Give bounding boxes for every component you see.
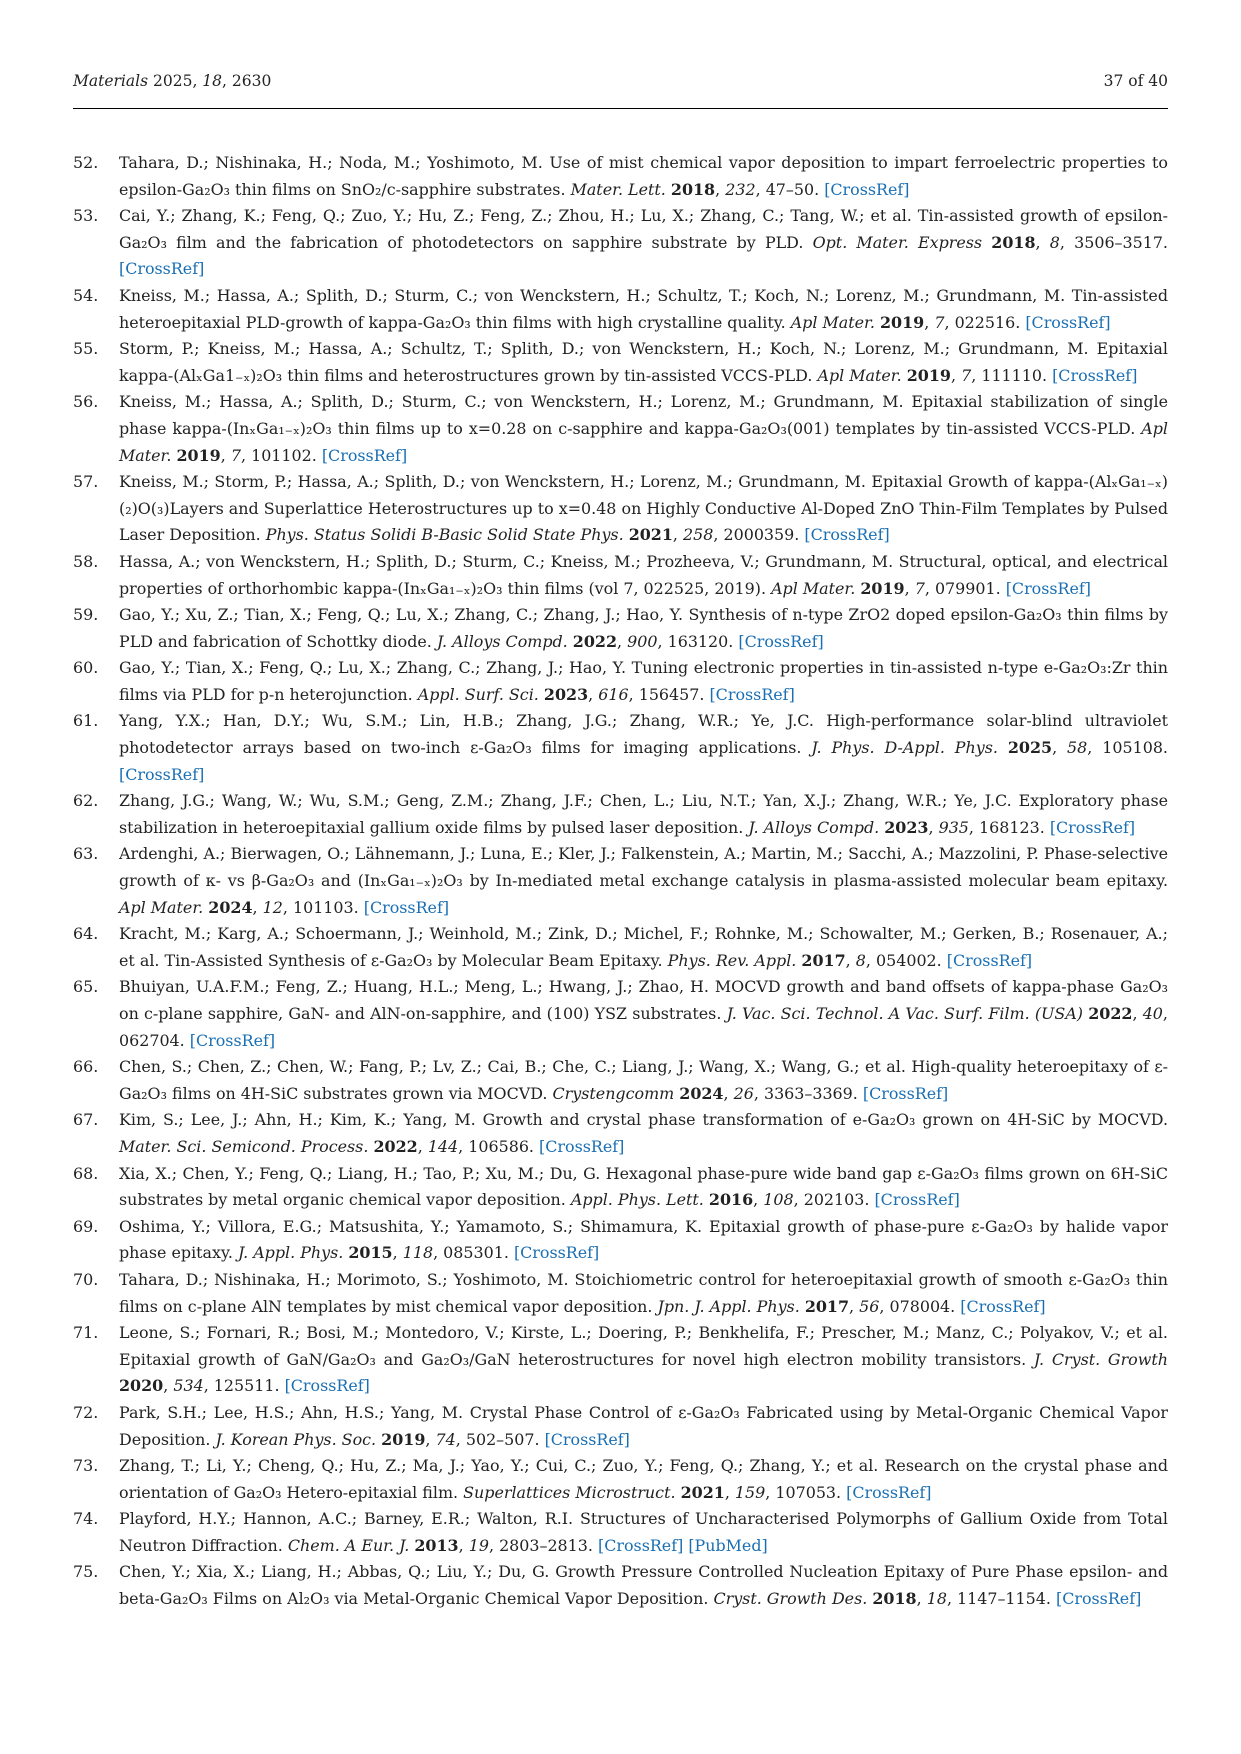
- reference-number: 69.: [73, 1216, 99, 1236]
- reference-body: Kneiss, M.; Hassa, A.; Splith, D.; Sturm, C.; von Wenckstern, H.; Schultz, T.; Koch, N.; Lorenz, M.; Grundmann, M. Tin-assisted heteroepitaxial PLD-growth of kappa-Ga₂O₃ thin films with high crystalline quality. Apl Mater. 2019, 7, 022516. [CrossRef]: [119, 285, 1168, 332]
- reference-item: [73, 1267, 1168, 1320]
- crossref-link[interactable]: [CrossRef]: [513, 1243, 600, 1263]
- reference-number: 72.: [73, 1402, 99, 1422]
- reference-number: 59.: [73, 605, 99, 625]
- reference-journal: Appl. Surf. Sci.: [417, 684, 539, 704]
- reference-pages: 101103.: [292, 897, 359, 917]
- reference-number: 67.: [73, 1110, 99, 1130]
- reference-year: 2018: [670, 179, 716, 199]
- reference-journal: J. Vac. Sci. Technol. A Vac. Surf. Film. (USA): [726, 1004, 1083, 1023]
- reference-pages: 1147–1154.: [957, 1589, 1051, 1609]
- reference-text: Oshima, Y.; Villora, E.G.; Matsushita, Y.; Yamamoto, S.; Shimamura, K. Epitaxial growth of phase-pure ε-Ga₂O₃ by halide vapor phase epitaxy.: [119, 1216, 1168, 1263]
- reference-journal: Phys. Status Solidi B-Basic Solid State Phys.: [265, 525, 624, 545]
- reference-body: Tahara, D.; Nishinaka, H.; Morimoto, S.; Yoshimoto, M. Stoichiometric control for heteroepitaxial growth of smooth ε-Ga₂O₃ thin films on c-plane AlN templates by mist chemical vapor deposition. Jpn. J. Appl. Phys. 2017, 56, 078004. [CrossRef]: [119, 1269, 1168, 1316]
- reference-list: [73, 150, 1168, 1613]
- reference-journal: Apl Mater.: [790, 312, 875, 332]
- reference-item: [73, 1054, 1168, 1107]
- reference-volume: 232: [725, 179, 756, 199]
- reference-year: 2021: [628, 525, 673, 545]
- reference-journal: Superlattices Microstruct.: [463, 1482, 676, 1502]
- reference-item: [73, 602, 1168, 655]
- reference-item: [73, 1107, 1168, 1160]
- reference-item: [73, 1400, 1168, 1453]
- reference-volume: 74: [435, 1429, 456, 1449]
- reference-number: 58.: [73, 551, 99, 571]
- reference-journal: Chem. A Eur. J.: [287, 1535, 410, 1555]
- running-header: [73, 72, 1168, 109]
- journal-citation: Materials 2025, 18, 2630: [73, 72, 272, 90]
- reference-pages: 502–507.: [465, 1429, 540, 1449]
- reference-body: Ardenghi, A.; Bierwagen, O.; Lähnemann, J.; Luna, E.; Kler, J.; Falkenstein, A.; Martin, M.; Sacchi, A.; Mazzolini, P. Phase-selective growth of κ- vs β-Ga₂O₃ and (InₓGa₁₋ₓ)₂O₃ by In-mediated metal exchange catalysis in plasma-assisted molecular beam epitaxy. Apl Mater. 2024, 12, 101103. [CrossRef]: [119, 844, 1168, 917]
- reference-volume: 26: [733, 1083, 754, 1103]
- reference-item: [73, 788, 1168, 841]
- reference-number: 64.: [73, 924, 99, 944]
- reference-item: [73, 655, 1168, 708]
- page-number: 37 of 40: [1103, 72, 1168, 90]
- reference-number: 56.: [73, 392, 99, 412]
- crossref-link[interactable]: [CrossRef]: [1056, 1589, 1142, 1609]
- reference-item: [73, 708, 1168, 788]
- reference-journal: Apl Mater.: [119, 897, 204, 917]
- reference-item: [73, 150, 1168, 203]
- reference-text: Kim, S.; Lee, J.; Ahn, H.; Kim, K.; Yang, M. Growth and crystal phase transformation of e-Ga₂O₃ grown on 4H-SiC by MOCVD.: [119, 1110, 1168, 1130]
- reference-item: [73, 283, 1168, 336]
- reference-volume: 534: [173, 1376, 204, 1396]
- reference-item: [73, 389, 1168, 469]
- reference-volume: 12: [262, 897, 283, 917]
- crossref-link[interactable]: [CrossRef]: [363, 897, 450, 917]
- reference-pages: 107053.: [775, 1482, 842, 1502]
- reference-body: Kim, S.; Lee, J.; Ahn, H.; Kim, K.; Yang, M. Growth and crystal phase transformation of e-Ga₂O₃ grown on 4H-SiC by MOCVD. Mater. Sci. Semicond. Process. 2022, 144, 106586. [CrossRef]: [119, 1110, 1168, 1156]
- reference-number: 52.: [73, 153, 99, 172]
- reference-number: 70.: [73, 1269, 99, 1289]
- pubmed-link[interactable]: [PubMed]: [688, 1535, 768, 1555]
- reference-year: 2022: [1088, 1004, 1133, 1023]
- reference-volume: 108: [763, 1190, 794, 1210]
- reference-item: [73, 1506, 1168, 1559]
- crossref-link[interactable]: [CrossRef]: [1005, 578, 1091, 598]
- reference-item: [73, 974, 1168, 1054]
- reference-pages: 163120.: [667, 631, 734, 651]
- reference-number: 66.: [73, 1057, 99, 1077]
- reference-pages: 105108.: [1102, 738, 1168, 758]
- reference-year: 2019: [176, 445, 221, 465]
- reference-body: Kneiss, M.; Storm, P.; Hassa, A.; Splith, D.; von Wenckstern, H.; Lorenz, M.; Grundmann, M. Epitaxial Growth of kappa-(AlₓGa₁₋ₓ)(₂)O(₃)Layers and Superlattice Heterostructures up to x=0.48 on Highly Conductive Al-Doped ZnO Thin-Film Templates by Pulsed Laser Deposition. Phys. Status Solidi B-Basic Solid State Phys. 2021, 258, 2000359. [CrossRef]: [119, 472, 1168, 545]
- reference-volume: 40: [1142, 1004, 1163, 1023]
- reference-pages: 054002.: [876, 950, 942, 970]
- reference-year: 2013: [414, 1535, 459, 1555]
- crossref-link[interactable]: [CrossRef]: [119, 764, 205, 784]
- reference-item: [73, 203, 1168, 283]
- reference-volume: 19: [468, 1535, 489, 1555]
- reference-journal: Apl Mater.: [771, 578, 856, 598]
- reference-volume: 900: [627, 631, 658, 651]
- reference-journal: Crystengcomm: [552, 1083, 675, 1103]
- reference-pages: 47–50.: [765, 179, 820, 199]
- reference-pages: 2000359.: [723, 525, 800, 545]
- reference-volume: 7: [934, 312, 945, 332]
- crossref-link[interactable]: [CrossRef]: [709, 684, 795, 704]
- reference-number: 75.: [73, 1562, 99, 1582]
- reference-body: Gao, Y.; Xu, Z.; Tian, X.; Feng, Q.; Lu, X.; Zhang, C.; Zhang, J.; Hao, Y. Synthesis of n-type ZrO2 doped epsilon-Ga₂O₃ thin films by PLD and fabrication of Schottky diode. J. Alloys Compd. 2022, 900, 163120. [CrossRef]: [119, 605, 1168, 651]
- reference-body: Park, S.H.; Lee, H.S.; Ahn, H.S.; Yang, M. Crystal Phase Control of ε-Ga₂O₃ Fabricated using by Metal-Organic Chemical Vapor Deposition. J. Korean Phys. Soc. 2019, 74, 502–507. [CrossRef]: [119, 1402, 1168, 1449]
- reference-year: 2017: [801, 950, 846, 970]
- reference-year: 2022: [373, 1136, 418, 1156]
- article-number: 2630: [231, 72, 272, 90]
- reference-pages: 101102.: [251, 445, 317, 465]
- reference-body: Xia, X.; Chen, Y.; Feng, Q.; Liang, H.; Tao, P.; Xu, M.; Du, G. Hexagonal phase-pure wide band gap ε-Ga₂O₃ films grown on 6H-SiC substrates by metal organic chemical vapor deposition. Appl. Phys. Lett. 2016, 108, 202103. [CrossRef]: [119, 1163, 1168, 1210]
- reference-year: 2023: [884, 817, 929, 837]
- reference-number: 62.: [73, 791, 99, 811]
- reference-journal: Appl. Phys. Lett.: [570, 1190, 704, 1210]
- reference-pages: 156457.: [638, 684, 705, 704]
- crossref-link[interactable]: [CrossRef]: [804, 525, 890, 545]
- reference-number: 74.: [73, 1509, 99, 1529]
- reference-text: Zhang, T.; Li, Y.; Cheng, Q.; Hu, Z.; Ma, J.; Yao, Y.; Cui, C.; Zuo, Y.; Feng, Q.; Zhang, Y.; et al. Research on the crystal phase and orientation of Ga₂O₃ Hetero-epitaxial film.: [119, 1456, 1168, 1502]
- reference-body: Bhuiyan, U.A.F.M.; Feng, Z.; Huang, H.L.; Meng, L.; Hwang, J.; Zhao, H. MOCVD growth and band offsets of kappa-phase Ga₂O₃ on c-plane sapphire, GaN- and AlN-on-sapphire, and (100) YSZ substrates. J. Vac. Sci. Technol. A Vac. Surf. Film. (USA) 2022, 40, 062704. [CrossRef]: [119, 977, 1168, 1050]
- reference-year: 2018: [991, 232, 1036, 252]
- crossref-link[interactable]: [CrossRef]: [846, 1482, 932, 1502]
- reference-body: Oshima, Y.; Villora, E.G.; Matsushita, Y.; Yamamoto, S.; Shimamura, K. Epitaxial growth of phase-pure ε-Ga₂O₃ by halide vapor phase epitaxy. J. Appl. Phys. 2015, 118, 085301. [CrossRef]: [119, 1216, 1168, 1263]
- reference-year: 2024: [208, 897, 253, 917]
- reference-item: [73, 1320, 1168, 1400]
- reference-year: 2019: [381, 1429, 426, 1449]
- reference-year: 2021: [680, 1482, 725, 1502]
- reference-volume: 616: [598, 684, 629, 704]
- reference-text: Leone, S.; Fornari, R.; Bosi, M.; Montedoro, V.; Kirste, L.; Doering, P.; Benkhelifa, F.; Prescher, M.; Manz, C.; Polyakov, V.; et al. Epitaxial growth of GaN/Ga₂O₃ and Ga₂O₃/GaN heterostructures for novel high electron mobility transistors.: [119, 1323, 1168, 1369]
- reference-number: 55.: [73, 339, 99, 359]
- reference-journal: Apl Mater.: [817, 365, 902, 385]
- reference-item: [73, 1453, 1168, 1506]
- reference-number: 71.: [73, 1323, 99, 1343]
- reference-volume: 58: [1067, 738, 1088, 758]
- reference-text: Xia, X.; Chen, Y.; Feng, Q.; Liang, H.; Tao, P.; Xu, M.; Du, G. Hexagonal phase-pure wide band gap ε-Ga₂O₃ films grown on 6H-SiC substrates by metal organic chemical vapor deposition.: [119, 1163, 1168, 1210]
- reference-year: 2016: [708, 1190, 754, 1210]
- reference-text: Storm, P.; Kneiss, M.; Hassa, A.; Schultz, T.; Splith, D.; von Wenckstern, H.; Koch, N.; Lorenz, M.; Grundmann, M. Epitaxial kappa-(AlₓGa1₋ₓ)₂O₃ thin films and heterostructures grown by tin-assisted VCCS-PLD.: [119, 339, 1168, 385]
- reference-journal: J. Alloys Compd.: [436, 631, 568, 651]
- reference-journal: J. Appl. Phys.: [237, 1243, 344, 1263]
- reference-item: [73, 1559, 1168, 1612]
- reference-text: Kneiss, M.; Hassa, A.; Splith, D.; Sturm, C.; von Wenckstern, H.; Lorenz, M.; Grundmann, M. Epitaxial stabilization of single phase kappa-(InₓGa₁₋ₓ)₂O₃ thin films up to x=0.28 on c-sapphire and kappa-Ga₂O₃(001) templates by tin-assisted VCCS-PLD.: [119, 392, 1168, 438]
- reference-volume: 56: [859, 1296, 880, 1316]
- crossref-link[interactable]: [CrossRef]: [1049, 817, 1136, 837]
- reference-number: 57.: [73, 472, 99, 492]
- reference-pages: 168123.: [979, 817, 1045, 837]
- reference-pages: 125511.: [213, 1376, 280, 1396]
- reference-pages: 022516.: [954, 312, 1021, 332]
- reference-journal: Apl Mater.: [119, 418, 1168, 465]
- crossref-link[interactable]: [CrossRef]: [738, 631, 824, 651]
- reference-number: 68.: [73, 1163, 99, 1183]
- journal-volume: 18: [202, 72, 223, 90]
- reference-item: [73, 921, 1168, 974]
- reference-year: 2019: [879, 312, 925, 332]
- crossref-link[interactable]: [CrossRef]: [946, 950, 1033, 970]
- reference-text: Chen, S.; Chen, Z.; Chen, W.; Fang, P.; Lv, Z.; Cai, B.; Che, C.; Liang, J.; Wang, X.; Wang, G.; et al. High-quality heteroepitaxy of ε-Ga₂O₃ films on 4H-SiC substrates grown via MOCVD.: [119, 1057, 1168, 1103]
- reference-text: Chen, Y.; Xia, X.; Liang, H.; Abbas, Q.; Liu, Y.; Du, G. Growth Pressure Controlled Nucleation Epitaxy of Pure Phase epsilon- and beta-Ga₂O₃ Films on Al₂O₃ via Metal-Organic Chemical Vapor Deposition.: [119, 1562, 1168, 1609]
- reference-text: Hassa, A.; von Wenckstern, H.; Splith, D.; Sturm, C.; Kneiss, M.; Prozheeva, V.; Grundmann, M. Structural, optical, and electrical properties of orthorhombic kappa-(InₓGa₁₋ₓ)₂O₃ thin films (vol 7, 022525, 2019).: [119, 551, 1168, 598]
- reference-text: Park, S.H.; Lee, H.S.; Ahn, H.S.; Yang, M. Crystal Phase Control of ε-Ga₂O₃ Fabricated using by Metal-Organic Chemical Vapor Deposition.: [119, 1402, 1168, 1449]
- reference-volume: 7: [961, 365, 972, 385]
- reference-volume: 258: [683, 525, 714, 545]
- reference-year: 2023: [543, 684, 589, 704]
- reference-number: 53.: [73, 206, 99, 226]
- reference-body: Playford, H.Y.; Hannon, A.C.; Barney, E.R.; Walton, R.I. Structures of Uncharacterised Polymorphs of Gallium Oxide from Total Neutron Diffraction. Chem. A Eur. J. 2013, 19, 2803–2813. [CrossRef] [PubMed]: [119, 1509, 1168, 1555]
- reference-text: Yang, Y.X.; Han, D.Y.; Wu, S.M.; Lin, H.B.; Zhang, J.G.; Zhang, W.R.; Ye, J.C. High-performance solar-blind ultraviolet photodetector arrays based on two-inch ε-Ga₂O₃ films for imaging applications.: [119, 711, 1168, 758]
- reference-body: Tahara, D.; Nishinaka, H.; Noda, M.; Yoshimoto, M. Use of mist chemical vapor deposition to impart ferroelectric properties to epsilon-Ga₂O₃ thin films on SnO₂/c-sapphire substrates. Mater. Lett. 2018, 232, 47–50. [CrossRef]: [119, 153, 1168, 199]
- reference-pages: 078004.: [889, 1296, 956, 1316]
- reference-text: Playford, H.Y.; Hannon, A.C.; Barney, E.R.; Walton, R.I. Structures of Uncharacterised Polymorphs of Gallium Oxide from Total Neutron Diffraction.: [119, 1509, 1168, 1555]
- reference-body: Gao, Y.; Tian, X.; Feng, Q.; Lu, X.; Zhang, C.; Zhang, J.; Hao, Y. Tuning electronic properties in tin-assisted n-type e-Ga₂O₃:Zr thin films via PLD for p-n heterojunction. Appl. Surf. Sci. 2023, 616, 156457. [CrossRef]: [119, 658, 1168, 704]
- reference-journal: J. Phys. D-Appl. Phys.: [811, 738, 998, 758]
- crossref-link[interactable]: [CrossRef]: [119, 259, 205, 279]
- reference-pages: 2803–2813.: [499, 1535, 593, 1555]
- reference-pages: 106586.: [468, 1136, 534, 1156]
- crossref-link[interactable]: [CrossRef]: [1025, 312, 1111, 332]
- reference-item: [73, 1161, 1168, 1214]
- reference-year: 2018: [872, 1589, 917, 1609]
- reference-year: 2025: [1007, 738, 1053, 758]
- reference-body: Zhang, J.G.; Wang, W.; Wu, S.M.; Geng, Z.M.; Zhang, J.F.; Chen, L.; Liu, N.T.; Yan, X.J.; Zhang, W.R.; Ye, J.C. Exploratory phase stabilization in heteroepitaxial gallium oxide films by pulsed laser deposition. J. Alloys Compd. 2023, 935, 168123. [CrossRef]: [119, 791, 1168, 837]
- crossref-link[interactable]: [CrossRef]: [539, 1136, 625, 1156]
- reference-item: [73, 841, 1168, 921]
- reference-journal: Opt. Mater. Express: [812, 232, 983, 252]
- reference-text: Tahara, D.; Nishinaka, H.; Morimoto, S.; Yoshimoto, M. Stoichiometric control for heteroepitaxial growth of smooth ε-Ga₂O₃ thin films on c-plane AlN templates by mist chemical vapor deposition.: [119, 1269, 1168, 1316]
- reference-volume: 159: [734, 1482, 766, 1502]
- reference-body: Kneiss, M.; Hassa, A.; Splith, D.; Sturm, C.; von Wenckstern, H.; Lorenz, M.; Grundmann, M. Epitaxial stabilization of single phase kappa-(InₓGa₁₋ₓ)₂O₃ thin films up to x=0.28 on c-sapphire and kappa-Ga₂O₃(001) templates by tin-assisted VCCS-PLD. Apl Mater. 2019, 7, 101102. [CrossRef]: [119, 392, 1168, 465]
- reference-volume: 7: [914, 578, 925, 598]
- reference-item: [73, 336, 1168, 389]
- reference-volume: 18: [926, 1589, 947, 1609]
- reference-body: Cai, Y.; Zhang, K.; Feng, Q.; Zuo, Y.; Hu, Z.; Feng, Z.; Zhou, H.; Lu, X.; Zhang, C.; Tang, W.; et al. Tin-assisted growth of epsilon-Ga₂O₃ film and the fabrication of photodetectors on sapphire substrate by PLD. Opt. Mater. Express 2018, 8, 3506–3517. [CrossRef]: [119, 206, 1168, 279]
- reference-item: [73, 549, 1168, 602]
- reference-number: 54.: [73, 285, 99, 305]
- reference-pages: 202103.: [803, 1190, 870, 1210]
- crossref-link[interactable]: [CrossRef]: [544, 1429, 630, 1449]
- reference-volume: 144: [427, 1136, 459, 1156]
- reference-text: Cai, Y.; Zhang, K.; Feng, Q.; Zuo, Y.; Hu, Z.; Feng, Z.; Zhou, H.; Lu, X.; Zhang, C.; Tang, W.; et al. Tin-assisted growth of epsilon-Ga₂O₃ film and the fabrication of photodetectors on sapphire substrate by PLD.: [119, 206, 1168, 252]
- reference-body: Hassa, A.; von Wenckstern, H.; Splith, D.; Sturm, C.; Kneiss, M.; Prozheeva, V.; Grundmann, M. Structural, optical, and electrical properties of orthorhombic kappa-(InₓGa₁₋ₓ)₂O₃ thin films (vol 7, 022525, 2019). Apl Mater. 2019, 7, 079901. [CrossRef]: [119, 551, 1168, 598]
- reference-journal: J. Alloys Compd.: [748, 817, 880, 837]
- reference-body: Zhang, T.; Li, Y.; Cheng, Q.; Hu, Z.; Ma, J.; Yao, Y.; Cui, C.; Zuo, Y.; Feng, Q.; Zhang, Y.; et al. Research on the crystal phase and orientation of Ga₂O₃ Hetero-epitaxial film. Superlattices Microstruct. 2021, 159, 107053. [CrossRef]: [119, 1456, 1168, 1502]
- reference-number: 61.: [73, 711, 99, 731]
- reference-journal: Cryst. Growth Des.: [713, 1589, 868, 1609]
- crossref-link[interactable]: [CrossRef]: [1052, 365, 1138, 385]
- reference-volume: 8: [1049, 232, 1060, 252]
- reference-pages: 111110.: [981, 365, 1048, 385]
- reference-text: Bhuiyan, U.A.F.M.; Feng, Z.; Huang, H.L.; Meng, L.; Hwang, J.; Zhao, H. MOCVD growth and band offsets of kappa-phase Ga₂O₃ on c-plane sapphire, GaN- and AlN-on-sapphire, and (100) YSZ substrates.: [119, 977, 1168, 1023]
- reference-year: 2019: [860, 578, 905, 598]
- reference-pages: 062704.: [119, 1030, 185, 1050]
- reference-journal: Phys. Rev. Appl.: [667, 950, 797, 970]
- reference-journal: Jpn. J. Appl. Phys.: [657, 1296, 800, 1316]
- reference-text: Zhang, J.G.; Wang, W.; Wu, S.M.; Geng, Z.M.; Zhang, J.F.; Chen, L.; Liu, N.T.; Yan, X.J.; Zhang, W.R.; Ye, J.C. Exploratory phase stabilization in heteroepitaxial gallium oxide films by pulsed laser deposition.: [119, 791, 1168, 837]
- crossref-link[interactable]: [CrossRef]: [862, 1083, 949, 1103]
- reference-year: 2017: [804, 1296, 850, 1316]
- reference-pages: 3363–3369.: [763, 1083, 858, 1103]
- crossref-link[interactable]: [CrossRef]: [598, 1535, 684, 1555]
- reference-number: 63.: [73, 844, 99, 864]
- crossref-link[interactable]: [CrossRef]: [960, 1296, 1046, 1316]
- crossref-link[interactable]: [CrossRef]: [284, 1376, 370, 1396]
- journal-year: 2025: [152, 72, 193, 90]
- reference-year: 2019: [906, 365, 951, 385]
- reference-year: 2024: [679, 1083, 724, 1103]
- reference-pages: 3506–3517.: [1074, 232, 1168, 252]
- reference-text: Kracht, M.; Karg, A.; Schoermann, J.; Weinhold, M.; Zink, D.; Michel, F.; Rohnke, M.; Schowalter, M.; Gerken, B.; Rosenauer, A.; et al. Tin-Assisted Synthesis of ε-Ga₂O₃ by Molecular Beam Epitaxy.: [119, 924, 1168, 970]
- reference-body: Storm, P.; Kneiss, M.; Hassa, A.; Schultz, T.; Splith, D.; von Wenckstern, H.; Koch, N.; Lorenz, M.; Grundmann, M. Epitaxial kappa-(AlₓGa1₋ₓ)₂O₃ thin films and heterostructures grown by tin-assisted VCCS-PLD. Apl Mater. 2019, 7, 111110. [CrossRef]: [119, 339, 1168, 385]
- reference-text: Ardenghi, A.; Bierwagen, O.; Lähnemann, J.; Luna, E.; Kler, J.; Falkenstein, A.; Martin, M.; Sacchi, A.; Mazzolini, P. Phase-selective growth of κ- vs β-Ga₂O₃ and (InₓGa₁₋ₓ)₂O₃ by In-mediated metal exchange catalysis in plasma-assisted molecular beam epitaxy.: [119, 844, 1168, 891]
- reference-volume: 8: [855, 950, 866, 970]
- reference-pages: 079901.: [934, 578, 1001, 598]
- reference-volume: 7: [230, 445, 241, 465]
- reference-volume: 118: [402, 1243, 434, 1263]
- crossref-link[interactable]: [CrossRef]: [321, 445, 408, 465]
- reference-number: 60.: [73, 658, 99, 678]
- reference-text: Gao, Y.; Xu, Z.; Tian, X.; Feng, Q.; Lu, X.; Zhang, C.; Zhang, J.; Hao, Y. Synthesis of n-type ZrO2 doped epsilon-Ga₂O₃ thin films by PLD and fabrication of Schottky diode.: [119, 605, 1168, 651]
- reference-journal: Mater. Sci. Semicond. Process.: [119, 1136, 369, 1156]
- crossref-link[interactable]: [CrossRef]: [824, 179, 910, 199]
- reference-item: [73, 469, 1168, 549]
- reference-pages: 085301.: [443, 1243, 509, 1263]
- reference-year: 2020: [119, 1376, 164, 1396]
- reference-year: 2022: [572, 631, 618, 651]
- reference-text: Tahara, D.; Nishinaka, H.; Noda, M.; Yoshimoto, M. Use of mist chemical vapor deposition to impart ferroelectric properties to epsilon-Ga₂O₃ thin films on SnO₂/c-sapphire substrates.: [119, 153, 1168, 199]
- reference-volume: 935: [938, 817, 969, 837]
- reference-year: 2015: [348, 1243, 393, 1263]
- reference-item: [73, 1214, 1168, 1267]
- reference-body: Chen, Y.; Xia, X.; Liang, H.; Abbas, Q.; Liu, Y.; Du, G. Growth Pressure Controlled Nucleation Epitaxy of Pure Phase epsilon- and beta-Ga₂O₃ Films on Al₂O₃ via Metal-Organic Chemical Vapor Deposition. Cryst. Growth Des. 2018, 18, 1147–1154. [CrossRef]: [119, 1562, 1168, 1609]
- reference-journal: J. Cryst. Growth: [1033, 1349, 1168, 1369]
- reference-journal: J. Korean Phys. Soc.: [215, 1429, 377, 1449]
- reference-number: 65.: [73, 977, 99, 997]
- reference-journal: Mater. Lett.: [570, 179, 666, 199]
- reference-body: Yang, Y.X.; Han, D.Y.; Wu, S.M.; Lin, H.B.; Zhang, J.G.; Zhang, W.R.; Ye, J.C. High-performance solar-blind ultraviolet photodetector arrays based on two-inch ε-Ga₂O₃ films for imaging applications. J. Phys. D-Appl. Phys. 2025, 58, 105108. [CrossRef]: [119, 711, 1168, 784]
- reference-text: Kneiss, M.; Hassa, A.; Splith, D.; Sturm, C.; von Wenckstern, H.; Schultz, T.; Koch, N.; Lorenz, M.; Grundmann, M. Tin-assisted heteroepitaxial PLD-growth of kappa-Ga₂O₃ thin films with high crystalline quality.: [119, 285, 1168, 332]
- reference-body: Leone, S.; Fornari, R.; Bosi, M.; Montedoro, V.; Kirste, L.; Doering, P.; Benkhelifa, F.; Prescher, M.; Manz, C.; Polyakov, V.; et al. Epitaxial growth of GaN/Ga₂O₃ and Ga₂O₃/GaN heterostructures for novel high electron mobility transistors. J. Cryst. Growth 2020, 534, 125511. [CrossRef]: [119, 1323, 1168, 1396]
- reference-text: Gao, Y.; Tian, X.; Feng, Q.; Lu, X.; Zhang, C.; Zhang, J.; Hao, Y. Tuning electronic properties in tin-assisted n-type e-Ga₂O₃:Zr thin films via PLD for p-n heterojunction.: [119, 658, 1168, 704]
- reference-body: Kracht, M.; Karg, A.; Schoermann, J.; Weinhold, M.; Zink, D.; Michel, F.; Rohnke, M.; Schowalter, M.; Gerken, B.; Rosenauer, A.; et al. Tin-Assisted Synthesis of ε-Ga₂O₃ by Molecular Beam Epitaxy. Phys. Rev. Appl. 2017, 8, 054002. [CrossRef]: [119, 924, 1168, 970]
- crossref-link[interactable]: [CrossRef]: [189, 1030, 276, 1050]
- reference-text: Kneiss, M.; Storm, P.; Hassa, A.; Splith, D.; von Wenckstern, H.; Lorenz, M.; Grundmann, M. Epitaxial Growth of kappa-(AlₓGa₁₋ₓ)(₂)O(₃)Layers and Superlattice Heterostructures up to x=0.48 on Highly Conductive Al-Doped ZnO Thin-Film Templates by Pulsed Laser Deposition.: [119, 472, 1168, 545]
- reference-body: Chen, S.; Chen, Z.; Chen, W.; Fang, P.; Lv, Z.; Cai, B.; Che, C.; Liang, J.; Wang, X.; Wang, G.; et al. High-quality heteroepitaxy of ε-Ga₂O₃ films on 4H-SiC substrates grown via MOCVD. Crystengcomm 2024, 26, 3363–3369. [CrossRef]: [119, 1057, 1168, 1103]
- journal-name: Materials: [73, 72, 149, 90]
- crossref-link[interactable]: [CrossRef]: [874, 1190, 960, 1210]
- reference-number: 73.: [73, 1456, 99, 1476]
